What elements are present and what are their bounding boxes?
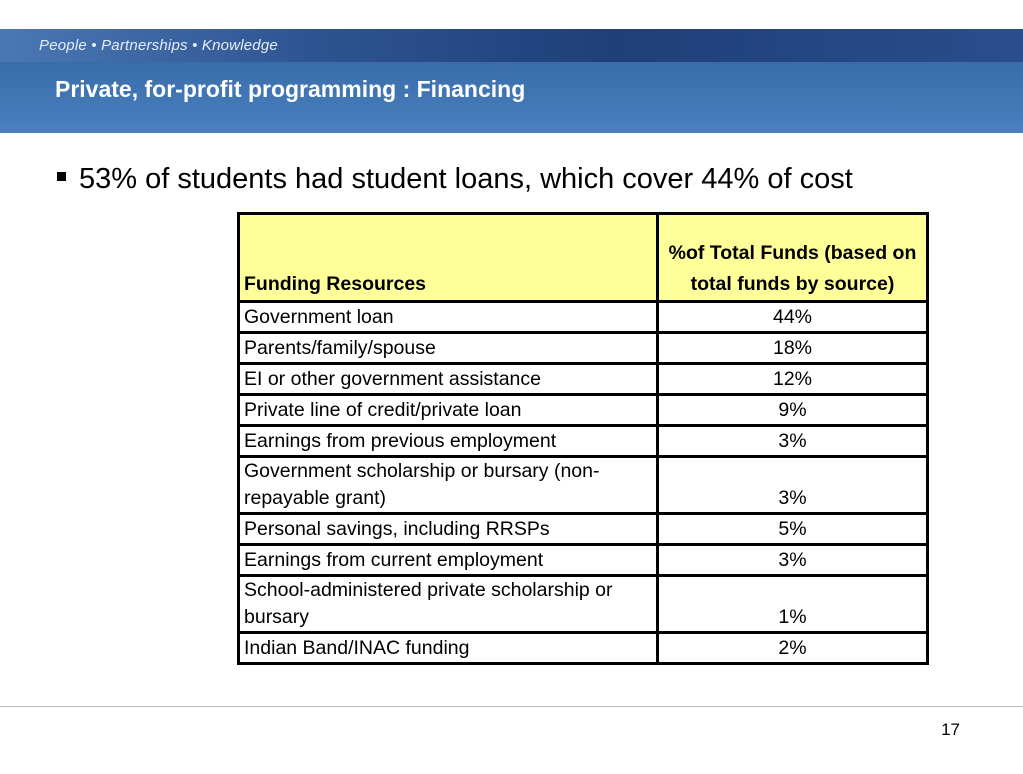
table-row bbox=[239, 426, 928, 457]
row-value: 12% bbox=[658, 364, 928, 395]
tagline: People • Partnerships • Knowledge bbox=[39, 37, 278, 54]
row-value: 3% bbox=[658, 457, 928, 514]
bullet-square-icon bbox=[57, 172, 66, 181]
table-row bbox=[239, 545, 928, 576]
column-header-percent-total-funds: %of Total Funds (based on total funds by source) bbox=[658, 214, 928, 302]
bullet-text: 53% of students had student loans, which cover 44% of cost bbox=[79, 163, 853, 195]
row-value: 3% bbox=[658, 426, 928, 457]
row-label: Government loan bbox=[239, 302, 658, 333]
row-value: 1% bbox=[658, 576, 928, 633]
table-row bbox=[239, 333, 928, 364]
table-row bbox=[239, 364, 928, 395]
row-label: EI or other government assistance bbox=[239, 364, 658, 395]
header-banner bbox=[0, 29, 1023, 133]
table-row bbox=[239, 576, 928, 633]
table-row bbox=[239, 302, 928, 333]
row-value: 5% bbox=[658, 514, 928, 545]
row-label: Earnings from current employment bbox=[239, 545, 658, 576]
row-label: Private line of credit/private loan bbox=[239, 395, 658, 426]
funding-table bbox=[237, 212, 929, 665]
tagline-strip bbox=[0, 29, 1023, 62]
slide-title: Private, for-profit programming : Financing bbox=[55, 76, 526, 102]
row-value: 18% bbox=[658, 333, 928, 364]
row-label: Indian Band/INAC funding bbox=[239, 633, 658, 664]
row-value: 2% bbox=[658, 633, 928, 664]
row-label: Personal savings, including RRSPs bbox=[239, 514, 658, 545]
row-value: 44% bbox=[658, 302, 928, 333]
row-value: 3% bbox=[658, 545, 928, 576]
table-header-row bbox=[239, 214, 928, 302]
row-label: Parents/family/spouse bbox=[239, 333, 658, 364]
row-label: School-administered private scholarship or bursary bbox=[239, 576, 658, 633]
table-row bbox=[239, 395, 928, 426]
table-row bbox=[239, 633, 928, 664]
row-value: 9% bbox=[658, 395, 928, 426]
row-label: Earnings from previous employment bbox=[239, 426, 658, 457]
row-label: Government scholarship or bursary (non-repayable grant) bbox=[239, 457, 658, 514]
footer-divider bbox=[0, 706, 1023, 707]
table-row bbox=[239, 457, 928, 514]
table-row bbox=[239, 514, 928, 545]
column-header-funding-resources: Funding Resources bbox=[239, 214, 658, 302]
page-number: 17 bbox=[941, 720, 960, 739]
